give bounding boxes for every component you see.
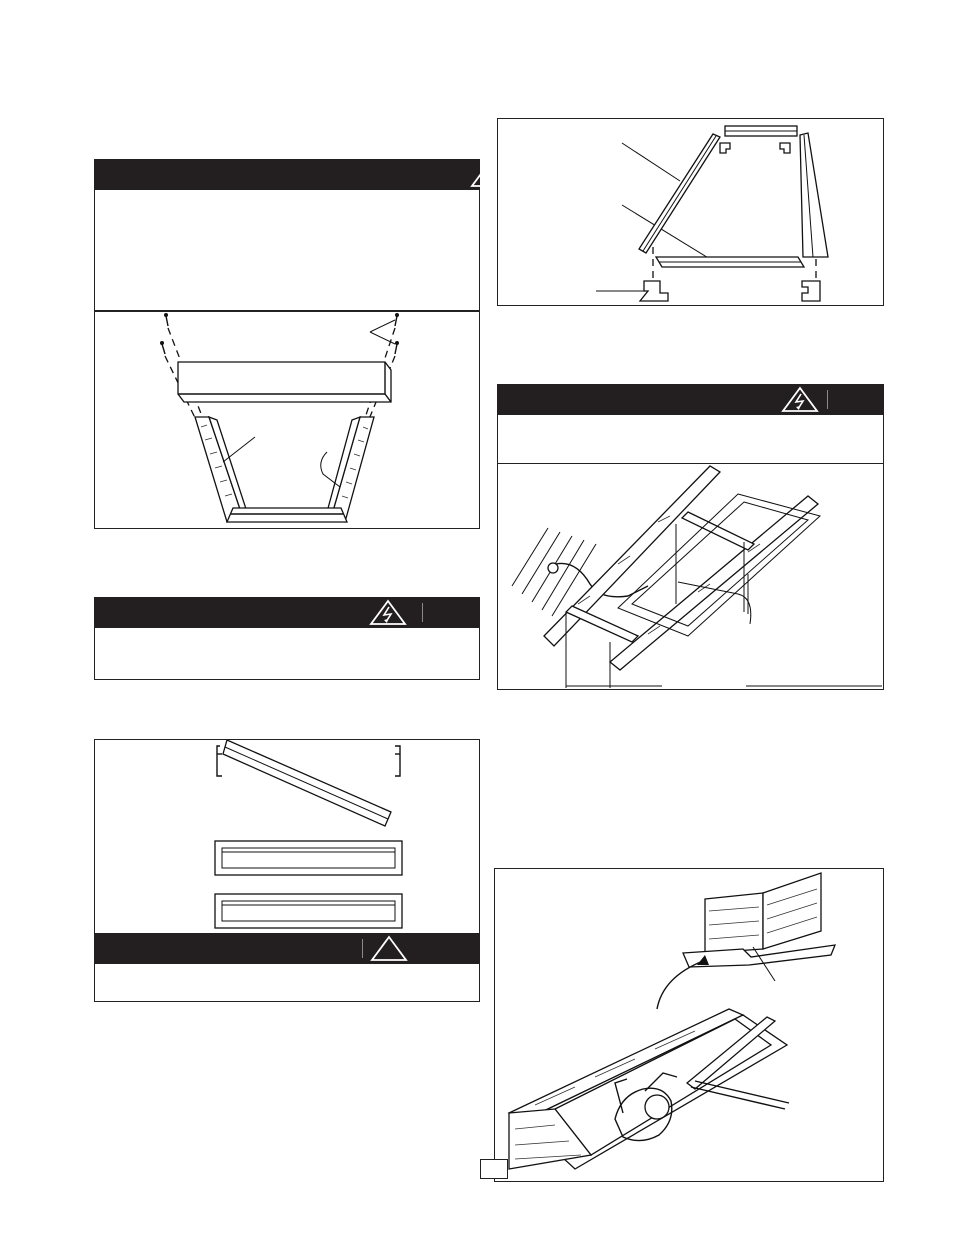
frame-assembly-illustration [95,312,478,527]
frame-exploded-illustration [498,119,882,304]
electric-header-bar-1 [94,597,480,628]
caution-triangle-icon [369,934,409,962]
electric-header-bar-2 [497,384,884,415]
joist-mounting-figure [497,463,884,690]
electric-body-1 [94,627,480,680]
electric-body-2 [497,414,884,464]
trim-panels-illustration [95,740,478,933]
caution-header-bar-1 [94,159,480,190]
attic-installation-figure [494,868,884,1182]
attic-installation-illustration [495,869,882,1180]
caution-body-2 [94,963,480,1002]
caution-body-1 [94,189,480,311]
caution-header-bar-2 [94,933,480,964]
electric-hazard-icon [780,385,820,413]
frame-assembly-figure [94,311,480,529]
header-divider [422,603,423,622]
electric-hazard-icon [368,598,408,626]
header-divider [827,390,828,409]
trim-panels-figure [94,739,480,934]
frame-exploded-figure [497,118,884,306]
header-divider [362,939,363,958]
joist-mounting-illustration [498,464,882,688]
page-number-box [480,1159,508,1179]
